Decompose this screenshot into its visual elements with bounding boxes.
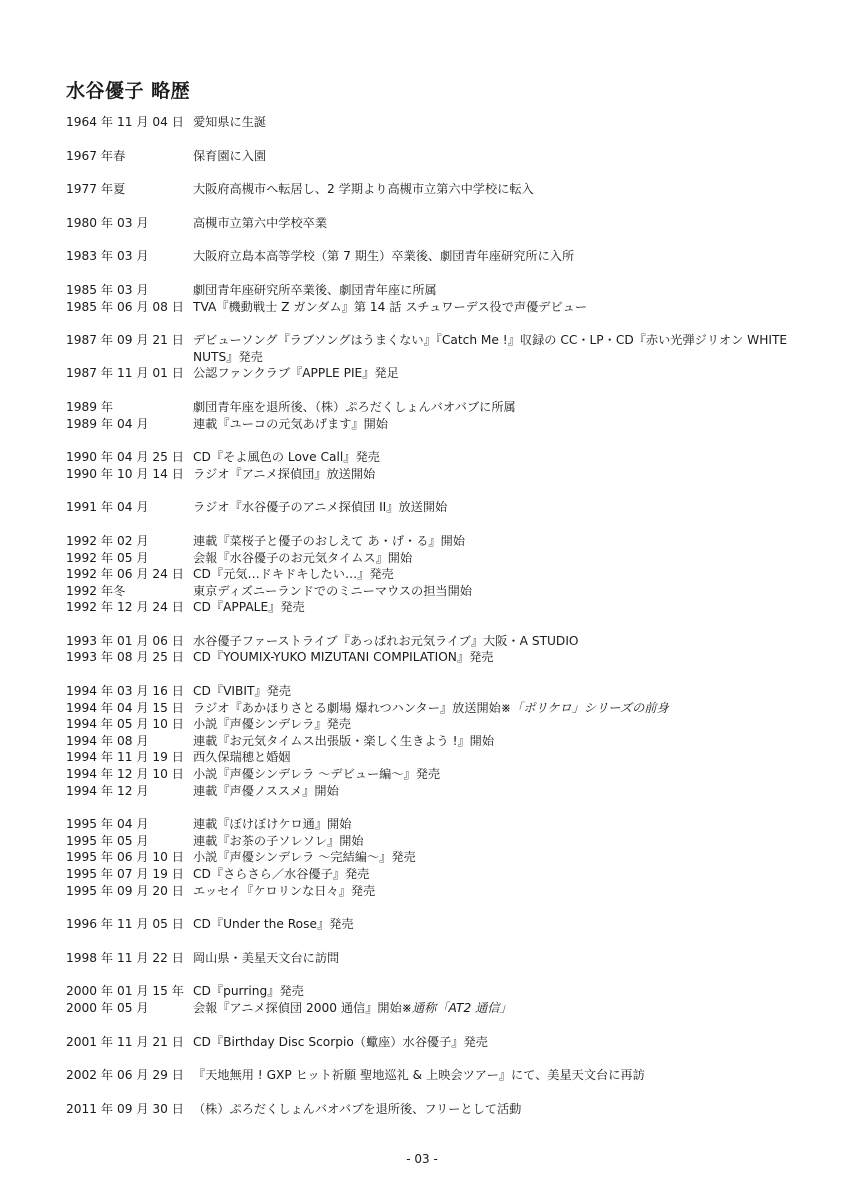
timeline-group [66, 533, 806, 616]
timeline-entry [66, 983, 806, 1000]
timeline-group [66, 1101, 806, 1118]
entry-date: 1967 年春 [66, 148, 126, 163]
timeline-group [66, 399, 806, 432]
timeline-group [66, 215, 806, 232]
entry-event [193, 1000, 806, 1017]
entry-event [193, 733, 806, 750]
entry-date: 1977 年夏 [66, 182, 126, 197]
entry-date: 1987 年 11 月 01 日 [66, 366, 184, 381]
entry-event [193, 716, 806, 733]
timeline-entry [66, 633, 806, 650]
page-title: 水谷優子 略歴 [66, 80, 191, 102]
timeline-entry [66, 215, 806, 232]
entry-date: 1990 年 10 月 14 日 [66, 466, 184, 481]
entry-note: ※通称「AT2 通信」 [401, 1000, 512, 1015]
timeline-group [66, 114, 806, 131]
entry-date: 2000 年 01 月 15 年 [66, 984, 184, 999]
entry-date: 1995 年 05 月 [66, 833, 149, 848]
entry-event [193, 700, 806, 717]
entry-event [193, 114, 806, 131]
timeline-entry [66, 566, 806, 583]
entry-event-text: デビューソング『ラブソングはうまくない』『Catch Me !』収録の CC・LP・CD『赤い光弾ジリオン WHITE NUTS』発売 [193, 333, 788, 364]
timeline-entry [66, 1101, 806, 1118]
entry-event-text: ラジオ『水谷優子のアニメ探偵団 II』放送開始 [193, 500, 448, 515]
entry-date: 1995 年 04 月 [66, 817, 149, 832]
entry-event [193, 399, 806, 416]
entry-date: 2001 年 11 月 21 日 [66, 1034, 184, 1049]
entry-date: 1985 年 06 月 08 日 [66, 299, 184, 314]
entry-event [193, 533, 806, 550]
timeline-entry [66, 833, 806, 850]
entry-event-text: 愛知県に生誕 [193, 115, 267, 129]
timeline-group [66, 282, 806, 315]
entry-event [193, 1034, 806, 1051]
entry-event-text: CD『YOUMIX-YUKO MIZUTANI COMPILATION』発売 [193, 650, 494, 665]
entry-note: ※「ポリケロ」シリーズの前身 [500, 700, 669, 715]
entry-date: 1993 年 01 月 06 日 [66, 633, 184, 648]
entry-event [193, 849, 806, 866]
timeline-entry [66, 449, 806, 466]
timeline-group [66, 683, 806, 799]
entry-event [193, 299, 806, 316]
entry-date: 1994 年 11 月 19 日 [66, 750, 184, 765]
entry-date: 1991 年 04 月 [66, 500, 149, 515]
timeline-entry [66, 248, 806, 265]
entry-event-text: 保育園に入園 [193, 148, 267, 163]
entry-event [193, 599, 806, 616]
entry-date: 1980 年 03 月 [66, 215, 149, 230]
page-number: - 03 - [406, 1152, 438, 1166]
entry-date: 1994 年 03 月 16 日 [66, 684, 184, 699]
entry-date: 1964 年 11 月 04 日 [66, 115, 184, 129]
entry-event [193, 766, 806, 783]
timeline-entry [66, 282, 806, 299]
entry-event [193, 883, 806, 900]
entry-event-text: 連載『ユーコの元気あげます』開始 [193, 416, 388, 431]
timeline-entry [66, 883, 806, 900]
entry-event-text: 岡山県・美星天文台に訪問 [193, 950, 340, 965]
entry-event-text: TVA『機動戦士 Z ガンダム』第 14 話 スチュワーデス役で声優デビュー [193, 299, 588, 314]
timeline-entry [66, 766, 806, 783]
entry-event [193, 416, 806, 433]
entry-event-text: ラジオ『アニメ探偵団』放送開始 [193, 466, 376, 481]
timeline-entry [66, 1034, 806, 1051]
entry-date: 1994 年 05 月 10 日 [66, 717, 184, 732]
entry-date: 1992 年 06 月 24 日 [66, 567, 184, 582]
entry-event [193, 215, 806, 232]
entry-event-text: ラジオ『あかほりさとる劇場 爆れつハンター』放送開始 [193, 700, 501, 715]
timeline-group [66, 1067, 806, 1084]
entry-date: 2000 年 05 月 [66, 1000, 149, 1015]
entry-event-text: 連載『お元気タイムス出張版・楽しく生きよう !』開始 [193, 733, 495, 748]
entry-date: 1994 年 12 月 [66, 783, 149, 798]
timeline-entry [66, 816, 806, 833]
entry-event-text: CD『VIBIT』発売 [193, 684, 291, 699]
timeline-entry [66, 1067, 806, 1084]
timeline-entry [66, 550, 806, 567]
entry-event-text: CD『元気…ドキドキしたい…』発売 [193, 567, 394, 582]
timeline-entry [66, 683, 806, 700]
timeline-entry [66, 533, 806, 550]
entry-event [193, 866, 806, 883]
entry-event [193, 633, 806, 650]
timeline-group [66, 816, 806, 899]
entry-date: 1983 年 03 月 [66, 249, 149, 264]
timeline-entry [66, 749, 806, 766]
entry-date: 1993 年 08 月 25 日 [66, 650, 184, 665]
timeline-entry [66, 399, 806, 416]
entry-event-text: CD『Birthday Disc Scorpio（蠍座）水谷優子』発売 [193, 1034, 488, 1049]
entry-event [193, 983, 806, 1000]
entry-event [193, 365, 806, 382]
career-timeline [66, 114, 806, 1134]
timeline-entry [66, 1000, 806, 1017]
timeline-entry [66, 599, 806, 616]
timeline-entry [66, 114, 806, 131]
timeline-entry [66, 733, 806, 750]
entry-event-text: 公認ファンクラブ『APPLE PIE』発足 [193, 366, 399, 381]
timeline-entry [66, 499, 806, 516]
timeline-entry [66, 181, 806, 198]
entry-event-text: 劇団青年座研究所卒業後、劇団青年座に所属 [193, 282, 437, 297]
timeline-entry [66, 466, 806, 483]
entry-date: 1992 年冬 [66, 583, 126, 598]
entry-event [193, 916, 806, 933]
entry-event [193, 1067, 806, 1084]
timeline-entry [66, 700, 806, 717]
entry-event-text: 会報『アニメ探偵団 2000 通信』開始 [193, 1000, 402, 1015]
entry-date: 1994 年 04 月 15 日 [66, 700, 184, 715]
entry-event-text: 小説『声優シンデレラ 〜デビュー編〜』発売 [193, 767, 441, 782]
entry-date: 1992 年 02 月 [66, 533, 149, 548]
timeline-entry [66, 299, 806, 316]
entry-date: 1995 年 06 月 10 日 [66, 850, 184, 865]
entry-event-text: 劇団青年座を退所後、（株）ぷろだくしょんバオバブに所属 [193, 399, 516, 414]
entry-event-text: （株）ぷろだくしょんバオバブを退所後、フリーとして活動 [193, 1101, 522, 1116]
entry-event [193, 783, 806, 800]
entry-date: 2011 年 09 月 30 日 [66, 1101, 184, 1116]
entry-event [193, 499, 806, 516]
timeline-entry [66, 148, 806, 165]
entry-event-text: 大阪府高槻市へ転居し、2 学期より高槻市立第六中学校に転入 [193, 182, 534, 197]
timeline-group [66, 916, 806, 933]
entry-event-text: 小説『声優シンデレラ 〜完結編〜』発売 [193, 850, 416, 865]
timeline-entry [66, 866, 806, 883]
entry-date: 1992 年 05 月 [66, 550, 149, 565]
entry-event [193, 449, 806, 466]
entry-date: 2002 年 06 月 29 日 [66, 1068, 184, 1083]
entry-event [193, 583, 806, 600]
entry-event-text: 高槻市立第六中学校卒業 [193, 215, 328, 230]
timeline-entry [66, 916, 806, 933]
timeline-entry [66, 416, 806, 433]
entry-date: 1992 年 12 月 24 日 [66, 600, 184, 615]
entry-event-text: 東京ディズニーランドでのミニーマウスの担当開始 [193, 583, 472, 598]
entry-event [193, 550, 806, 567]
entry-event-text: 連載『声優ノススメ』開始 [193, 783, 339, 798]
timeline-entry [66, 365, 806, 382]
entry-event-text: 『天地無用 ! GXP ヒット祈願 聖地巡礼 & 上映会ツアー』にて、美星天文台に再訪 [193, 1068, 645, 1083]
timeline-group [66, 332, 806, 382]
entry-date: 1989 年 04 月 [66, 416, 149, 431]
entry-event [193, 950, 806, 967]
entry-event [193, 649, 806, 666]
entry-event [193, 248, 806, 265]
entry-event-text: CD『さらさら／水谷優子』発売 [193, 867, 370, 881]
entry-date: 1994 年 08 月 [66, 733, 149, 748]
entry-event-text: CD『Under the Rose』発売 [193, 917, 354, 932]
entry-date: 1998 年 11 月 22 日 [66, 950, 184, 965]
entry-event [193, 466, 806, 483]
timeline-group [66, 181, 806, 198]
entry-event-text: 大阪府立島本高等学校（第 7 期生）卒業後、劇団青年座研究所に入所 [193, 249, 575, 264]
timeline-group [66, 633, 806, 666]
entry-event-text: 西久保瑞穂と婚姻 [193, 750, 291, 765]
entry-date: 1994 年 12 月 10 日 [66, 767, 184, 782]
entry-event-text: 連載『お茶の子ソレソレ』開始 [193, 833, 364, 848]
entry-date: 1989 年 [66, 399, 114, 414]
entry-date: 1995 年 07 月 19 日 [66, 867, 184, 881]
entry-date: 1990 年 04 月 25 日 [66, 450, 184, 465]
timeline-group [66, 449, 806, 482]
entry-event [193, 181, 806, 198]
timeline-entry [66, 783, 806, 800]
timeline-group [66, 499, 806, 516]
timeline-group [66, 148, 806, 165]
entry-event [193, 1101, 806, 1118]
entry-event [193, 148, 806, 165]
entry-event [193, 833, 806, 850]
timeline-entry [66, 849, 806, 866]
entry-date: 1995 年 09 月 20 日 [66, 883, 184, 898]
timeline-entry [66, 716, 806, 733]
timeline-entry [66, 649, 806, 666]
entry-event-text: 小説『声優シンデレラ』発売 [193, 717, 351, 732]
entry-date: 1985 年 03 月 [66, 282, 149, 297]
timeline-entry [66, 583, 806, 600]
entry-event-text: CD『purring』発売 [193, 984, 304, 999]
entry-event [193, 332, 806, 365]
entry-event-text: 連載『菜桜子と優子のおしえて あ・げ・る』開始 [193, 533, 465, 548]
timeline-group [66, 248, 806, 265]
entry-event [193, 749, 806, 766]
entry-event-text: エッセイ『ケロリンな日々』発売 [193, 883, 376, 898]
entry-date: 1987 年 09 月 21 日 [66, 333, 184, 348]
timeline-entry [66, 332, 806, 365]
entry-event-text: CD『APPALE』発売 [193, 600, 305, 615]
timeline-group [66, 983, 806, 1016]
entry-event-text: 水谷優子ファーストライブ『あっぱれお元気ライブ』大阪・A STUDIO [193, 633, 579, 648]
timeline-group [66, 1034, 806, 1051]
entry-event [193, 282, 806, 299]
entry-event-text: 会報『水谷優子のお元気タイムス』開始 [193, 550, 413, 565]
entry-event [193, 816, 806, 833]
entry-event [193, 566, 806, 583]
timeline-entry [66, 950, 806, 967]
entry-event [193, 683, 806, 700]
entry-event-text: CD『そよ風色の Love Call』発売 [193, 450, 380, 465]
timeline-group [66, 950, 806, 967]
entry-event-text: 連載『ぼけぼけケロ通』開始 [193, 817, 352, 832]
entry-date: 1996 年 11 月 05 日 [66, 917, 184, 932]
